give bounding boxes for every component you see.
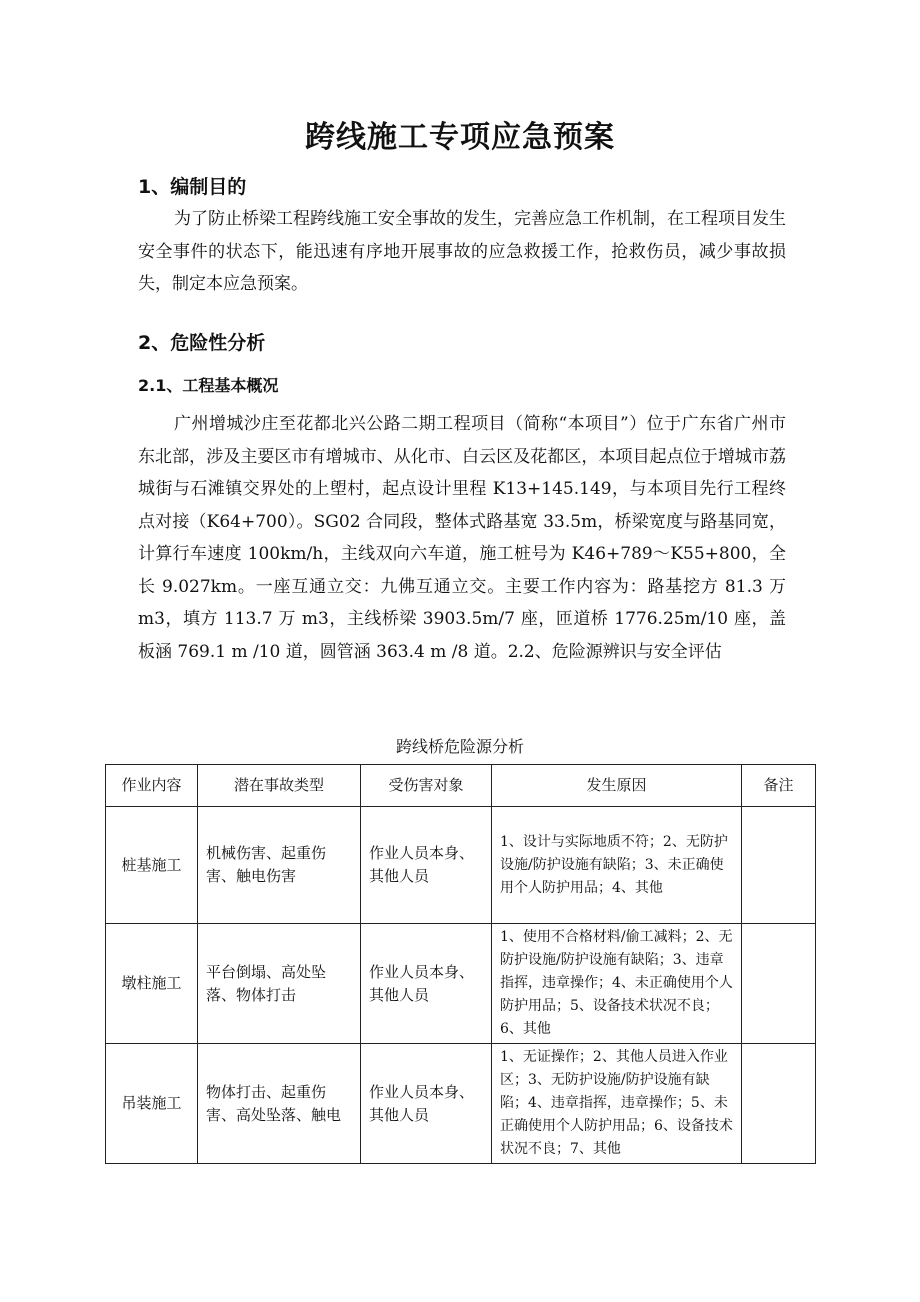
table-row	[106, 807, 816, 924]
cell-note	[742, 807, 816, 924]
cell-cause: 1、无证操作；2、其他人员进入作业区；3、无防护设施/防护设施有缺陷；4、违章指挥，违章操作；5、未正确使用个人防护用品；6、设备技术状况不良；7、其他	[492, 1044, 742, 1164]
section-paragraph-purpose: 为了防止桥梁工程跨线施工安全事故的发生，完善应急工作机制，在工程项目发生安全事件的状态下，能迅速有序地开展事故的应急救援工作，抢救伤员，减少事故损失，制定本应急预案。	[138, 209, 786, 294]
cell-work: 吊装施工	[106, 1044, 198, 1164]
cell-note	[742, 1044, 816, 1164]
section-paragraph-overview: 广州增城沙庄至花都北兴公路二期工程项目（简称“本项目”）位于广东省广州市东北部，涉及主要区市有增城市、从化市、白云区及花都区，本项目起点位于增城市荔城街与石滩镇交界处的上塱村，起点设计里程 K13+145.149，与本项目先行工程终点对接（K64+700）。SG02 合同段，整体式路基宽 33.5m，桥梁宽度与路基同宽，计算行车速度 100km/h，主线双向六车道，施工桩号为 K46+789～K55+800，全长 9.027km。一座互通立交：九佛互通立交。主要工作内容为：路基挖方 81.3 万 m3，填方 113.7 万 m3，主线桥梁 3903.5m/7 座，匝道桥 1776.25m/10 座，盖板涵 769.1 m /10 道，圆管涵 363.4 m /8 道。2.2、危险源辨识与安全评估	[138, 414, 786, 662]
header-cause: 发生原因	[492, 765, 742, 807]
section-heading-purpose: 1、编制目的	[138, 176, 247, 198]
header-note: 备注	[742, 765, 816, 807]
header-victims: 受伤害对象	[361, 765, 492, 807]
cell-victims: 作业人员本身、其他人员	[361, 1044, 492, 1164]
document-title: 跨线施工专项应急预案	[305, 120, 615, 155]
cell-accident: 机械伤害、起重伤害、触电伤害	[198, 807, 361, 924]
table-row	[106, 924, 816, 1044]
cell-note	[742, 924, 816, 1044]
table-caption: 跨线桥危险源分析	[395, 737, 524, 756]
header-work: 作业内容	[106, 765, 198, 807]
cell-cause: 1、设计与实际地质不符；2、无防护设施/防护设施有缺陷；3、未正确使用个人防护用品；4、其他	[492, 807, 742, 924]
cell-work: 桩基施工	[106, 807, 198, 924]
cell-accident: 物体打击、起重伤害、高处坠落、触电	[198, 1044, 361, 1164]
table-header-row	[106, 765, 816, 807]
cell-victims: 作业人员本身、其他人员	[361, 924, 492, 1044]
cell-accident: 平台倒塌、高处坠落、物体打击	[198, 924, 361, 1044]
subsection-heading-overview: 2.1、工程基本概况	[138, 376, 279, 395]
cell-work: 墩柱施工	[106, 924, 198, 1044]
cell-victims: 作业人员本身、其他人员	[361, 807, 492, 924]
hazard-table	[105, 764, 816, 1164]
table-row	[106, 1044, 816, 1164]
cell-cause: 1、使用不合格材料/偷工减料；2、无防护设施/防护设施有缺陷；3、违章指挥，违章操作；4、未正确使用个人防护用品；5、设备技术状况不良；6、其他	[492, 924, 742, 1044]
section-heading-risk: 2、危险性分析	[138, 332, 266, 354]
header-accident: 潜在事故类型	[198, 765, 361, 807]
